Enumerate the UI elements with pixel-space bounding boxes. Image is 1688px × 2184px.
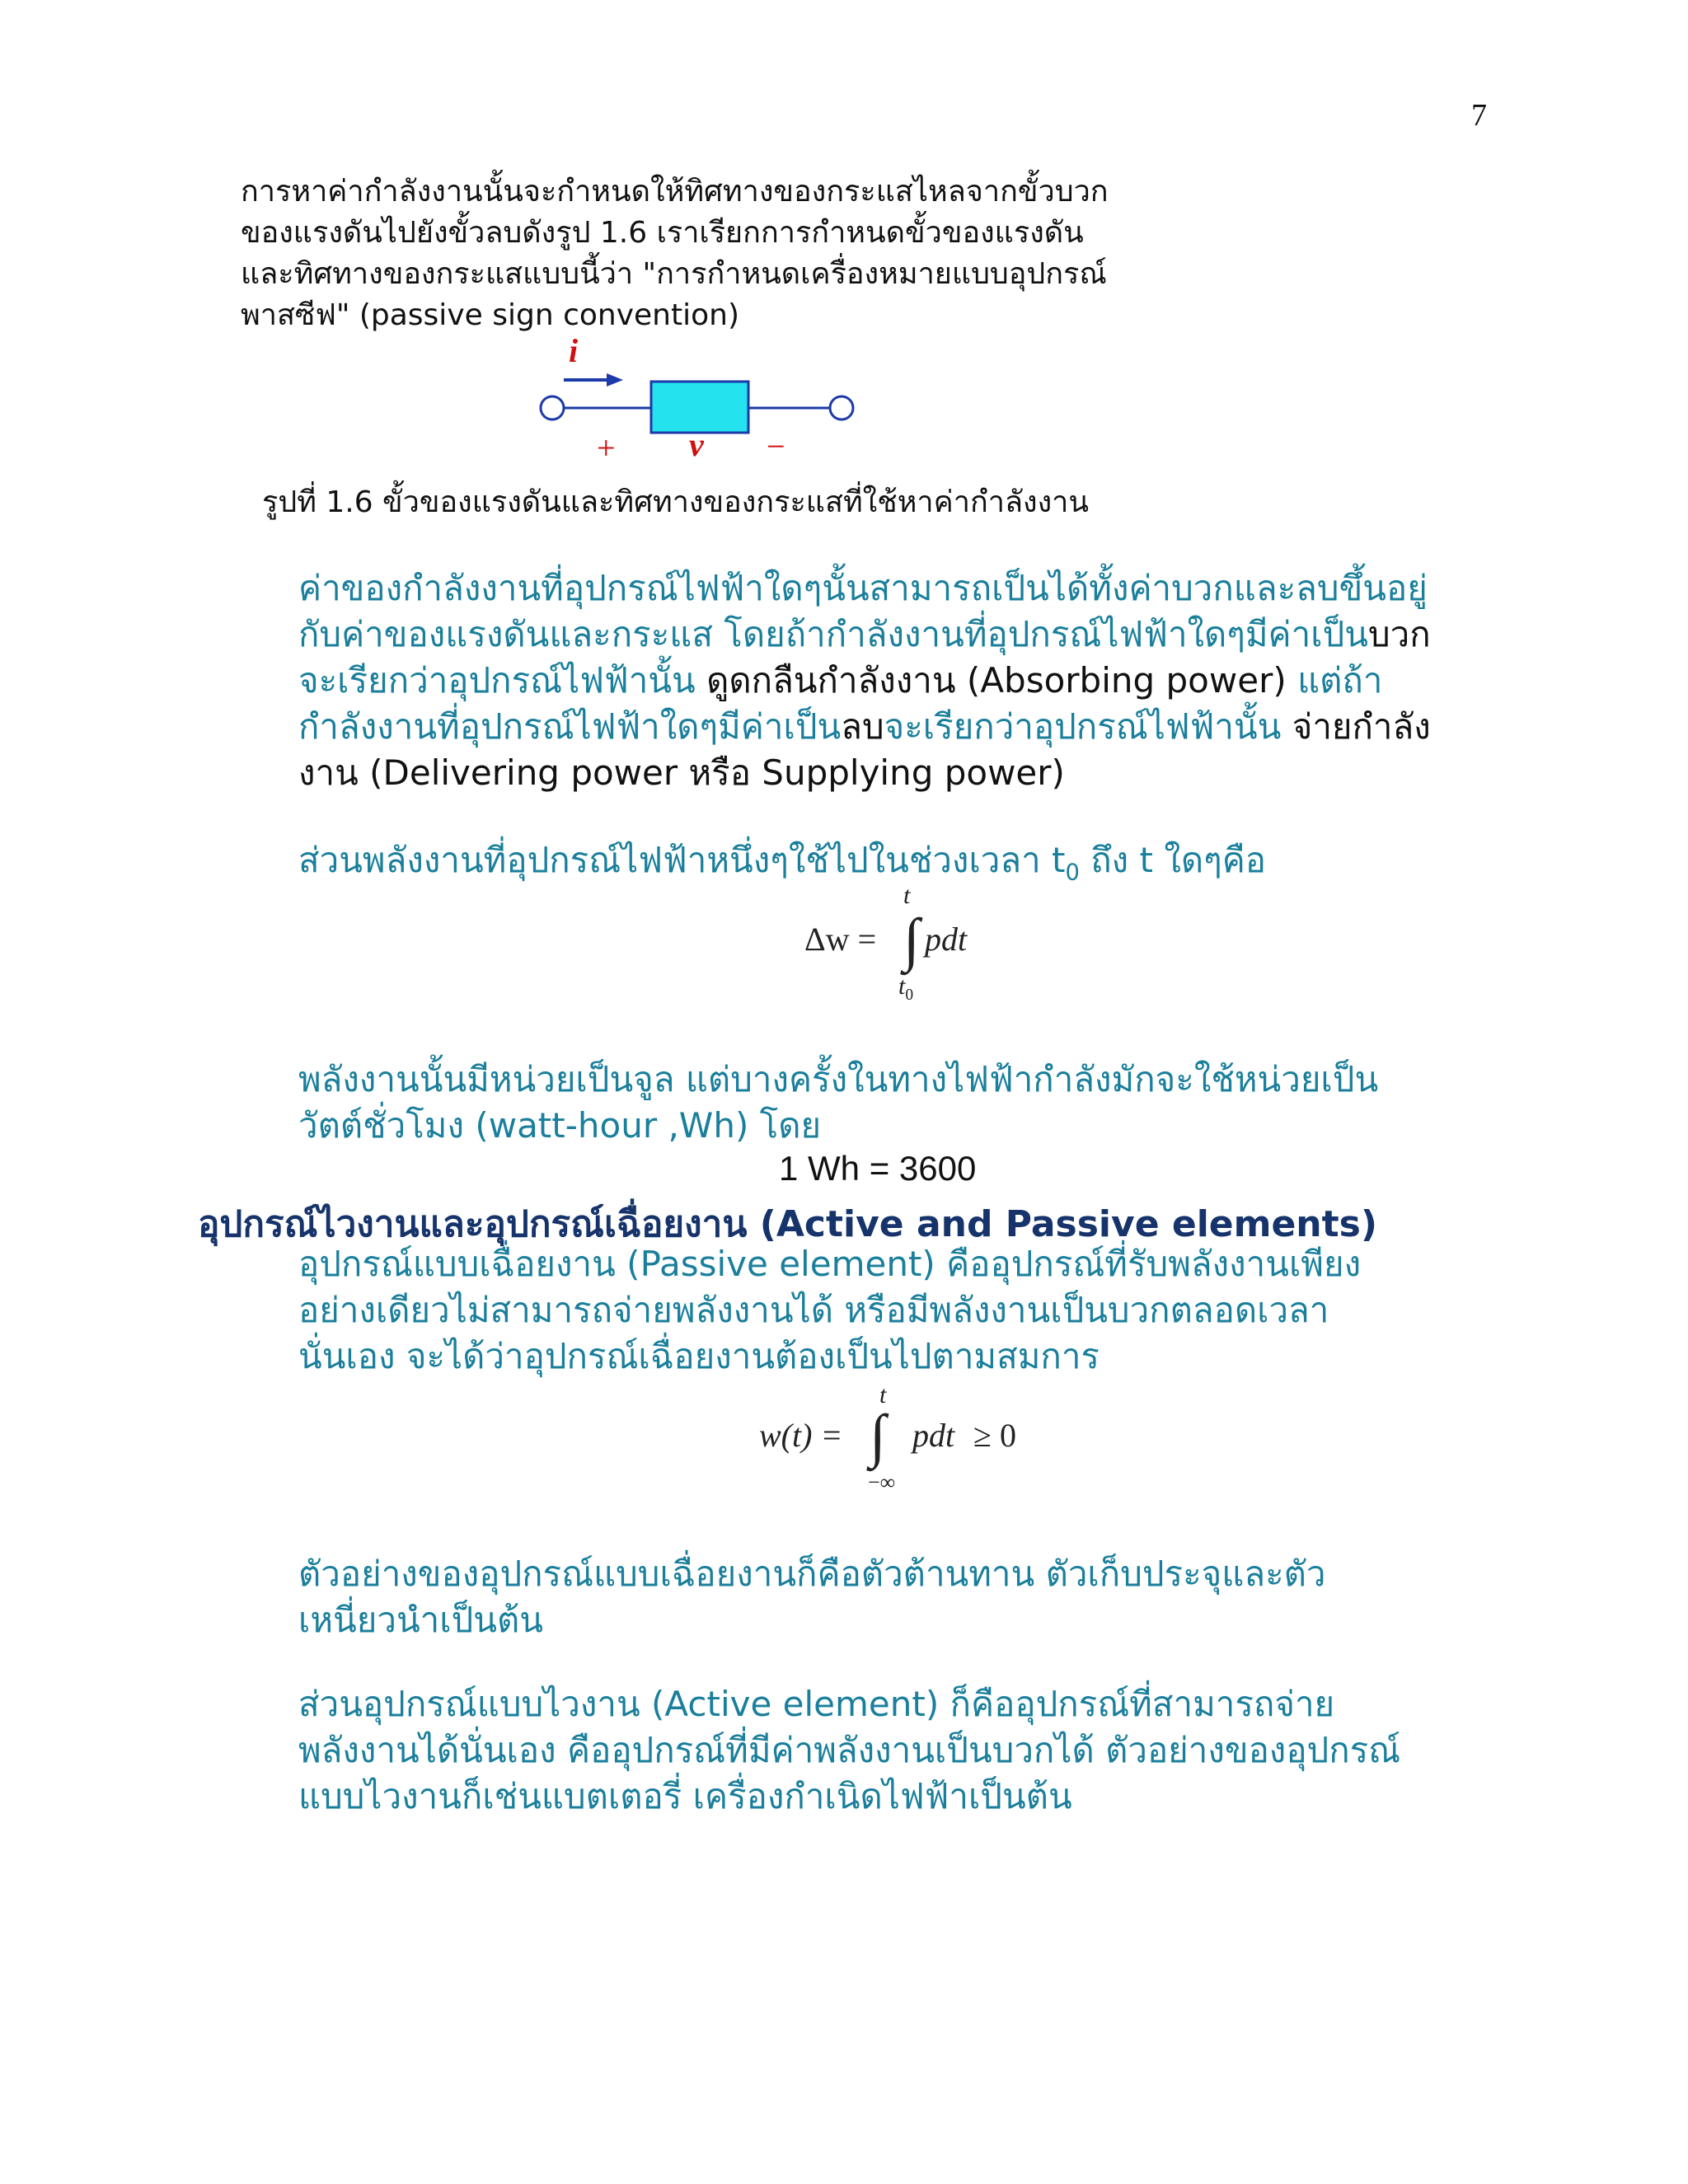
power-sign-paragraph — [298, 565, 1535, 796]
para-line: ตัวอย่างของอุปกรณ์แบบเฉื่อยงานก็คือตัวต้านทาน ตัวเก็บประจุและตัว — [298, 1554, 1326, 1594]
para-line: พลังงานได้นั่นเอง คืออุปกรณ์ที่มีค่าพลังงานเป็นบวกได้ ตัวอย่างของอุปกรณ์ — [298, 1730, 1401, 1770]
resistor-element — [651, 382, 748, 433]
para-line — [298, 612, 1535, 658]
integral-sign: ∫ — [903, 907, 920, 972]
current-label: i — [569, 334, 579, 369]
passive-energy-equation — [754, 1381, 1051, 1505]
text-span: จะเรียกว่าอุปกรณ์ไฟฟ้านั้น — [298, 660, 707, 701]
lower-limit — [898, 972, 913, 1005]
integrand: pdt — [925, 921, 968, 958]
eq-lhs: w(t) = — [759, 1417, 843, 1454]
section-heading: อุปกรณ์ไวงานและอุปกรณ์เฉื่อยงาน (Active and Passive elements) — [198, 1203, 1377, 1245]
passive-sign-convention-figure — [528, 334, 874, 474]
minus-sign: − — [767, 428, 785, 465]
para-line: เหนี่ยวนำเป็นต้น — [298, 1600, 543, 1640]
intro-line: พาสซีฟ" (passive sign convention) — [241, 298, 739, 332]
integrand: pdt — [912, 1417, 955, 1454]
para-line: พลังงานนั้นมีหน่วยเป็นจูล แต่บางครั้งในทางไฟฟ้ากำลังมักจะใช้หน่วยเป็น — [298, 1059, 1379, 1099]
text-span: ดูดกลืนกำลังงาน (Absorbing power) — [706, 660, 1287, 701]
para-line — [298, 658, 1535, 704]
text-span: จ่ายกำลัง — [1292, 706, 1431, 747]
para-line — [298, 704, 1535, 750]
lower-limit-sub: 0 — [905, 987, 914, 1004]
energy-integral-equation — [799, 882, 1014, 1005]
figure-caption: รูปที่ 1.6 ขั้วของแรงดันและทิศทางของกระแสที่ใช้หาค่ากำลังงาน — [262, 485, 1089, 519]
plus-sign: + — [597, 429, 616, 466]
lower-limit: −∞ — [868, 1470, 896, 1494]
subscript: 0 — [1065, 860, 1080, 886]
para-line: อุปกรณ์แบบเฉื่อยงาน (Passive element) คืออุปกรณ์ที่รับพลังงานเพียง — [298, 1244, 1362, 1284]
para-line: วัตต์ชั่วโมง (watt-hour ,Wh) โดย — [298, 1105, 822, 1146]
text-span: ลบ — [841, 706, 884, 747]
para-line: ส่วนอุปกรณ์แบบไวงาน (Active element) ก็คืออุปกรณ์ที่สามารถจ่าย — [298, 1684, 1335, 1724]
inequality: ≥ 0 — [973, 1417, 1016, 1454]
upper-limit: t — [903, 882, 911, 909]
intro-line: ของแรงดันไปยังขั้วลบดังรูป 1.6 เราเรียกการกำหนดขั้วของแรงดัน — [241, 216, 1084, 250]
integral-sign: ∫ — [870, 1403, 886, 1469]
intro-line: และทิศทางของกระแสแบบนี้ว่า "การกำหนดเครื่องหมายแบบอุปกรณ์ — [241, 257, 1107, 291]
upper-limit: t — [879, 1381, 887, 1408]
passive-examples-paragraph — [298, 1551, 1535, 1643]
lower-limit-var: t — [898, 972, 906, 1000]
para-line: นั่นเอง จะได้ว่าอุปกรณ์เฉื่อยงานต้องเป็นไปตามสมการ — [298, 1336, 1100, 1376]
text-span: กำลังงานที่อุปกรณ์ไฟฟ้าใดๆมีค่าเป็น — [298, 706, 842, 747]
current-arrow-head — [607, 373, 623, 387]
text-span: จะเรียกว่าอุปกรณ์ไฟฟ้านั้น — [884, 706, 1292, 747]
active-element-paragraph — [298, 1681, 1535, 1820]
text-span: ถึง t ใดๆคือ — [1079, 840, 1267, 880]
eq-lhs: Δw = — [804, 921, 877, 958]
energy-unit-paragraph — [298, 1057, 1535, 1149]
intro-line: การหาค่ากำลังงานนั้นจะกำหนดให้ทิศทางของกระแสไหลจากขั้วบวก — [241, 175, 1109, 209]
voltage-label: v — [689, 426, 704, 463]
text-span: ส่วนพลังงานที่อุปกรณ์ไฟฟ้าหนึ่งๆใช้ไปในช่วงเวลา t — [298, 840, 1066, 880]
watt-hour-equation: 1 Wh = 3600 — [779, 1149, 977, 1188]
text-span: กับค่าของแรงดันและกระแส โดยถ้ากำลังงานที่อุปกรณ์ไฟฟ้าใดๆมีค่าเป็น — [298, 614, 1368, 654]
para-line: งาน (Delivering power หรือ Supplying power) — [298, 752, 1065, 793]
left-terminal — [541, 396, 564, 419]
para-line: ค่าของกำลังงานที่อุปกรณ์ไฟฟ้าใดๆนั้นสามารถเป็นได้ทั้งค่าบวกและลบขึ้นอยู่ — [298, 568, 1428, 608]
text-span: แต่ถ้า — [1286, 660, 1383, 701]
text-span: บวก — [1367, 614, 1431, 654]
para-line: แบบไวงานก็เช่นแบตเตอรี่ เครื่องกำเนิดไฟฟ้าเป็นต้น — [298, 1776, 1072, 1816]
right-terminal — [830, 396, 853, 419]
passive-element-paragraph — [298, 1241, 1535, 1380]
page-number: 7 — [1471, 98, 1487, 133]
para-line: อย่างเดียวไม่สามารถจ่ายพลังงานได้ หรือมีพลังงานเป็นบวกตลอดเวลา — [298, 1290, 1329, 1330]
intro-paragraph — [241, 171, 1213, 336]
